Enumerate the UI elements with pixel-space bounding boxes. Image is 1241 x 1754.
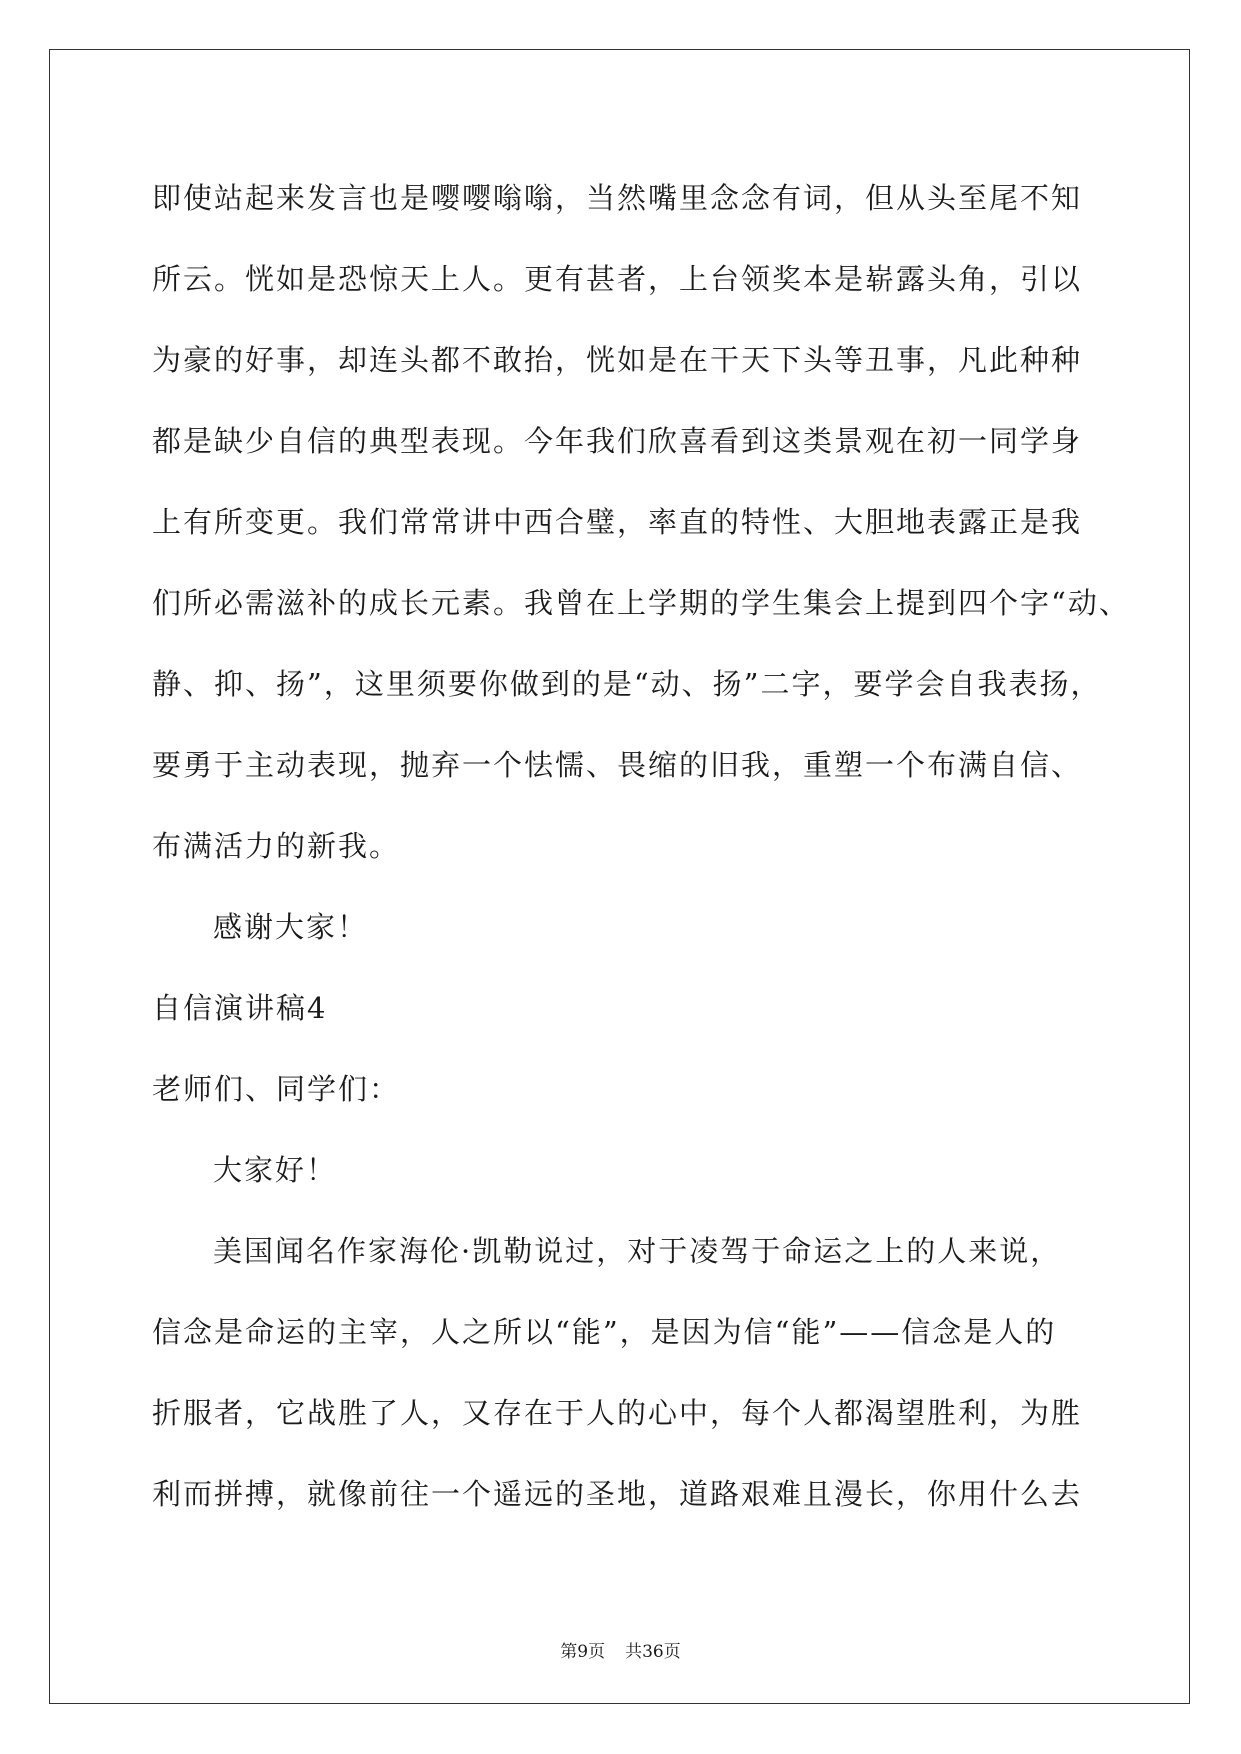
salutation: 老师们、同学们： <box>152 1072 401 1106</box>
text-line: 美国闻名作家海伦·凯勒说过，对于凌驾于命运之上的人来说， <box>213 1234 1062 1268</box>
text-line: 静、抑、扬”，这里须要你做到的是“动、扬”二字，要学会自我表扬， <box>152 667 1102 701</box>
greeting: 大家好！ <box>213 1153 338 1187</box>
text-line: 们所必需滋补的成长元素。我曾在上学期的学生集会上提到四个字“动、 <box>152 586 1130 620</box>
text-line: 信念是命运的主宰，人之所以“能”，是因为信“能”——信念是人的 <box>152 1315 1057 1349</box>
page-footer <box>0 1637 1241 1662</box>
text-line: 布满活力的新我。 <box>152 829 401 863</box>
text-line: 为豪的好事，却连头都不敢抬，恍如是在干天下头等丑事，凡此种种 <box>152 343 1083 377</box>
text-line: 即使站起来发言也是嘤嘤嗡嗡，当然嘴里念念有词，但从头至尾不知 <box>152 181 1083 215</box>
page-total: 共36页 <box>625 1642 681 1662</box>
text-line: 上有所变更。我们常常讲中西合璧，率直的特性、大胆地表露正是我 <box>152 505 1083 539</box>
text-line: 折服者，它战胜了人，又存在于人的心中，每个人都渴望胜利，为胜 <box>152 1396 1083 1430</box>
page-number: 第9页 <box>560 1642 606 1662</box>
thanks-line: 感谢大家！ <box>213 910 369 944</box>
text-line: 所云。恍如是恐惊天上人。更有甚者，上台领奖本是崭露头角，引以 <box>152 262 1083 296</box>
text-line: 利而拼搏，就像前往一个遥远的圣地，道路艰难且漫长，你用什么去 <box>152 1477 1083 1511</box>
section-heading: 自信演讲稿4 <box>152 991 328 1025</box>
text-line: 要勇于主动表现，抛弃一个怯懦、畏缩的旧我，重塑一个布满自信、 <box>152 748 1083 782</box>
document-body <box>152 158 1130 1535</box>
text-line: 都是缺少自信的典型表现。今年我们欣喜看到这类景观在初一同学身 <box>152 424 1083 458</box>
